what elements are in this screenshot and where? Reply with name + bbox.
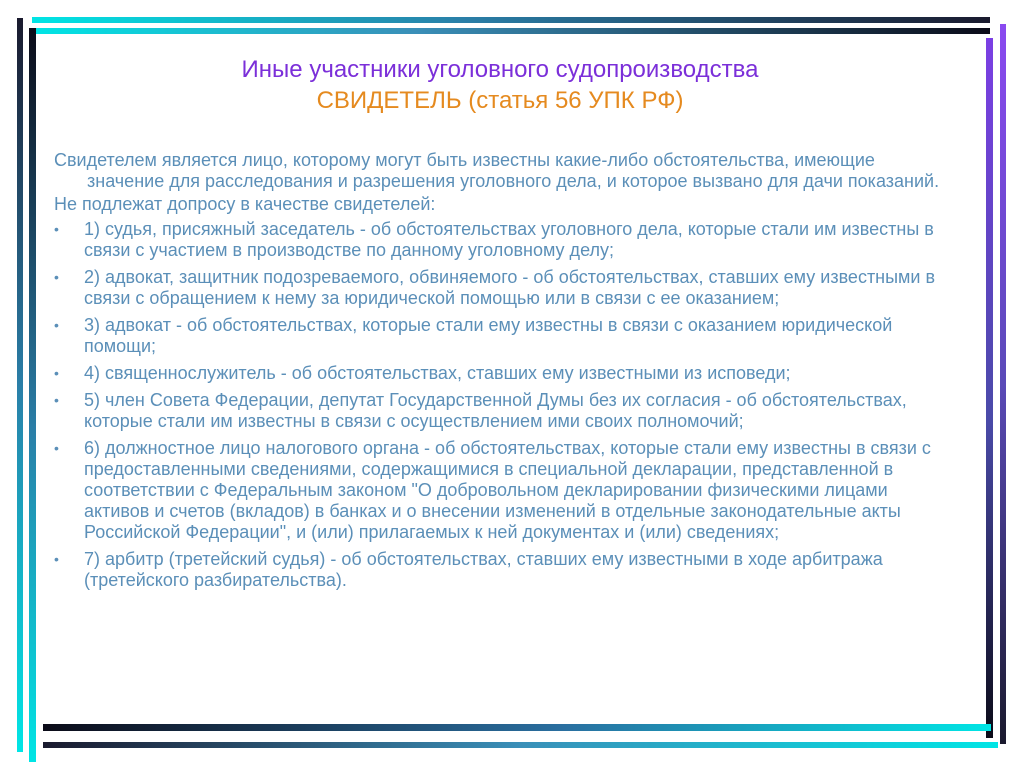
decorative-bar-bottom-inner	[43, 724, 991, 731]
decorative-bar-bottom-outer	[43, 742, 998, 748]
bullet-icon: •	[54, 365, 59, 381]
list-item-text: 7) арбитр (третейский судья) - об обстоятельствах, ставших ему известными в ходе арбитража (третейского разбирательства).	[84, 549, 883, 590]
list-item-text: 4) священнослужитель - об обстоятельствах, ставших ему известными из исповеди;	[84, 363, 791, 383]
decorative-bar-top-outer	[32, 17, 990, 23]
definition-paragraph: Свидетелем является лицо, которому могут быть известны какие-либо обстоятельства, имеющие значение для расследования и разрешения уголовного дела, и которое вызвано для дачи показаний.	[54, 150, 940, 191]
bullet-icon: •	[54, 221, 59, 237]
bullet-icon: •	[54, 317, 59, 333]
decorative-bar-left-inner	[29, 28, 36, 762]
list-item	[54, 219, 944, 261]
bullet-icon: •	[54, 269, 59, 285]
list-item	[54, 363, 944, 384]
bullet-icon: •	[54, 551, 59, 567]
decorative-bar-right-inner	[986, 38, 993, 738]
slide-title: Иные участники уголовного судопроизводства	[241, 56, 759, 83]
decorative-bar-right-outer	[1000, 24, 1006, 744]
intro-paragraph: Не подлежат допросу в качестве свидетелей:	[54, 194, 436, 214]
decorative-bar-top-inner	[32, 28, 990, 34]
slide-subtitle: СВИДЕТЕЛЬ (статья 56 УПК РФ)	[316, 87, 684, 114]
list-item	[54, 549, 944, 591]
list-item-text: 6) должностное лицо налогового органа - об обстоятельствах, которые стали ему известны в связи с предоставленными сведениями, содержащимися в специальной декларации, представленной в соответствии с Федеральным законом "О добровольном декларировании физическими лицами активов и счетов (вкладов) в банках и о внесении изменений в отдельные законодательные акты Российской Федерации", и (или) прилагаемых к ней документах и (или) сведениях;	[84, 438, 931, 542]
list-item	[54, 390, 944, 432]
list-item-text: 1) судья, присяжный заседатель - об обстоятельствах уголовного дела, которые стали им известны в связи с участием в производстве по данному уголовному делу;	[84, 219, 934, 260]
list-item	[54, 315, 944, 357]
exemption-list	[54, 219, 944, 591]
list-item-text: 5) член Совета Федерации, депутат Государственной Думы без их согласия - об обстоятельствах, которые стали им известны в связи с осуществлением ими своих полномочий;	[84, 390, 907, 431]
slide-body	[54, 150, 944, 597]
list-item-text: 2) адвокат, защитник подозреваемого, обвиняемого - об обстоятельствах, ставших ему известными в связи с обращением к нему за юридической помощью или в связи с ее оказанием;	[84, 267, 936, 308]
decorative-bar-left-outer	[17, 18, 23, 752]
list-item	[54, 438, 944, 543]
list-item	[54, 267, 944, 309]
bullet-icon: •	[54, 440, 59, 456]
bullet-icon: •	[54, 392, 59, 408]
list-item-text: 3) адвокат - об обстоятельствах, которые стали ему известны в связи с оказанием юридической помощи;	[84, 315, 893, 356]
